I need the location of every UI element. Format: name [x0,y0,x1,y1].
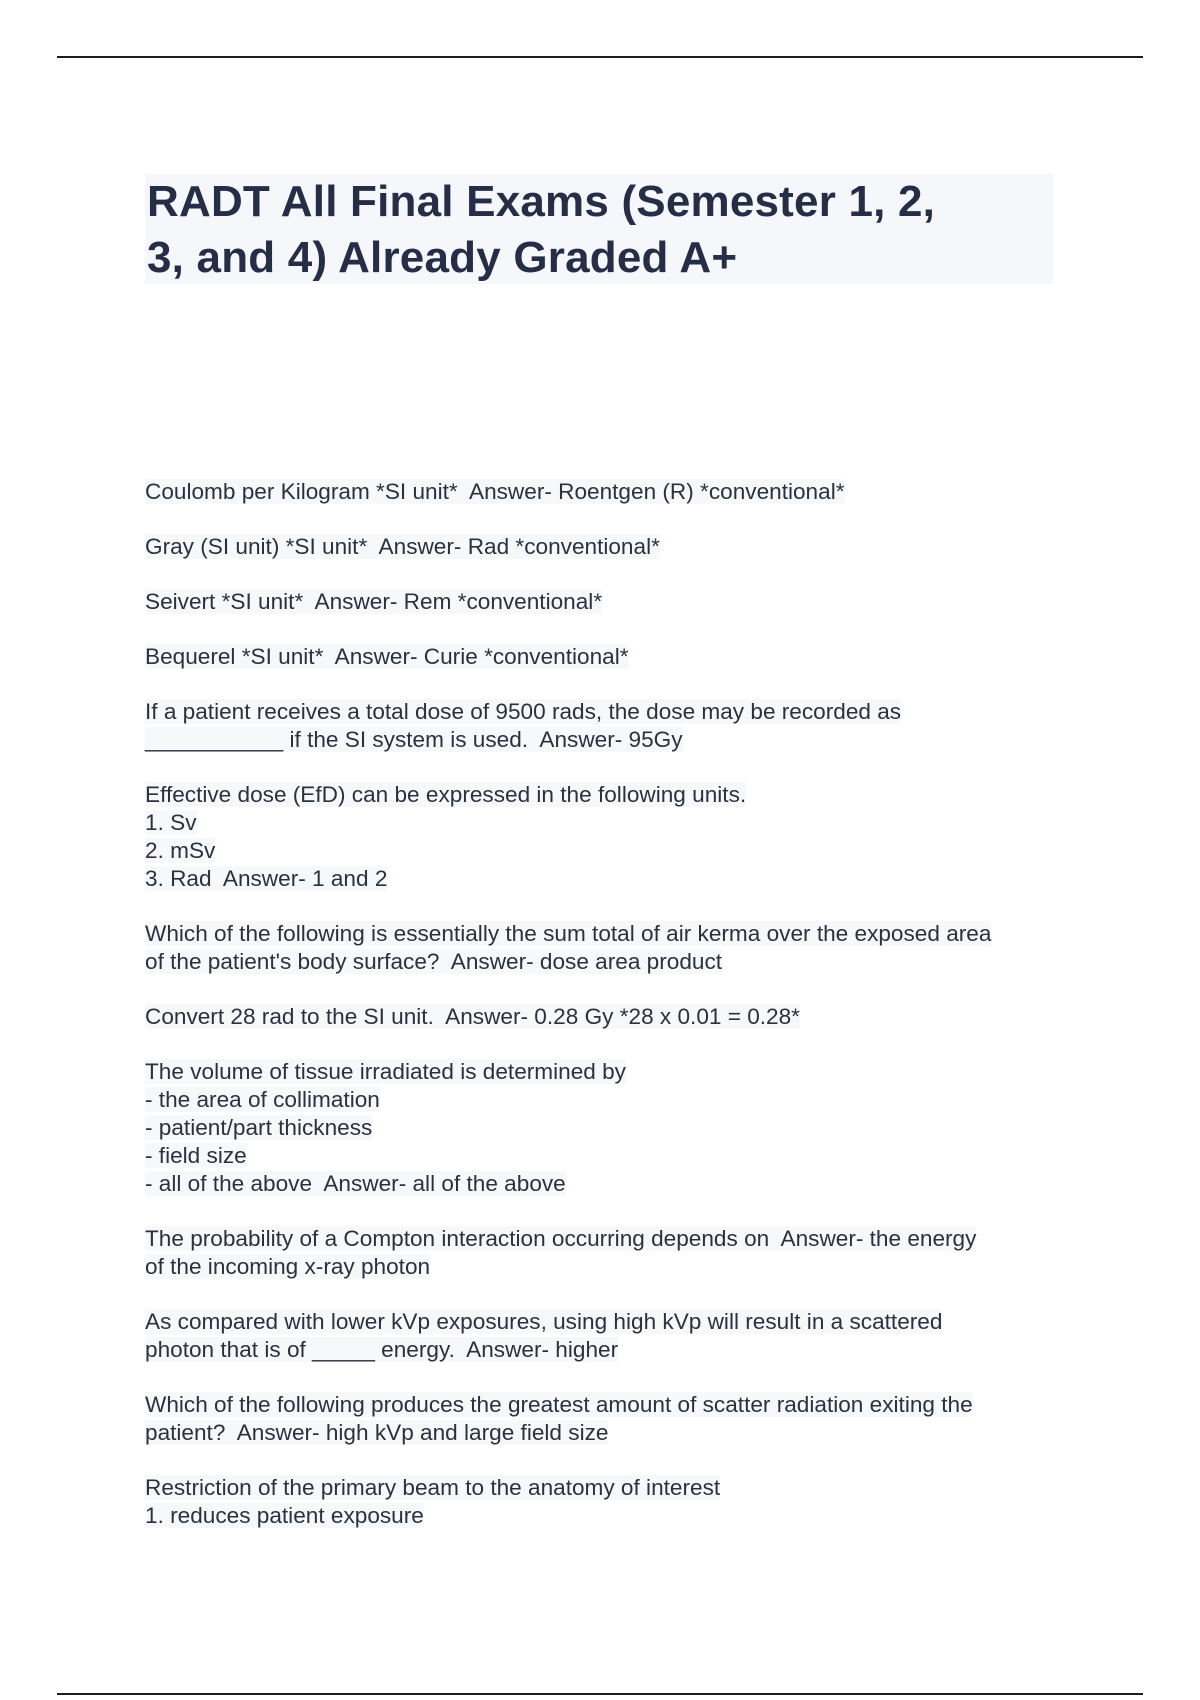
qa-item [145,1058,1065,1198]
qa-line-text: 1. Sv [145,810,197,835]
qa-line [145,1474,1065,1502]
qa-line [145,1170,1065,1198]
qa-item [145,588,1065,616]
qa-item [145,698,1065,754]
qa-line [145,920,1065,948]
qa-line-text: - the area of collimation [145,1087,380,1112]
qa-line-text: - field size [145,1143,247,1168]
qa-line-text: Bequerel *SI unit* Answer- Curie *conventional* [145,644,629,669]
qa-line [145,588,1065,616]
qa-line-text: - patient/part thickness [145,1115,373,1140]
qa-line [145,1142,1065,1170]
qa-line [145,1114,1065,1142]
qa-line-text: Which of the following is essentially the sum total of air kerma over the exposed area [145,921,992,946]
qa-line [145,809,1065,837]
qa-line [145,1086,1065,1114]
qa-line-text: Restriction of the primary beam to the anatomy of interest [145,1475,721,1500]
qa-line [145,726,1065,754]
qa-line-text: As compared with lower kVp exposures, using high kVp will result in a scattered [145,1309,943,1334]
qa-line-text: Which of the following produces the greatest amount of scatter radiation exiting the [145,1392,973,1417]
qa-line [145,948,1065,976]
bottom-rule [57,1693,1143,1695]
qa-line-text: The volume of tissue irradiated is determined by [145,1059,626,1084]
qa-line-text: If a patient receives a total dose of 9500 rads, the dose may be recorded as [145,699,902,724]
qa-item [145,920,1065,976]
qa-line [145,865,1065,893]
qa-line [145,478,1065,506]
qa-item [145,781,1065,893]
qa-line-text: 3. Rad Answer- 1 and 2 [145,866,388,891]
qa-line [145,1058,1065,1086]
qa-line [145,643,1065,671]
qa-line-text: Convert 28 rad to the SI unit. Answer- 0.28 Gy *28 x 0.01 = 0.28* [145,1004,800,1029]
title-line: RADT All Final Exams (Semester 1, 2, [147,177,936,226]
qa-line [145,1225,1065,1253]
qa-item [145,1474,1065,1530]
qa-item [145,1308,1065,1364]
qa-line [145,1336,1065,1364]
qa-line-text: Seivert *SI unit* Answer- Rem *conventional* [145,589,603,614]
qa-line-text: 2. mSv [145,838,216,863]
question-answer-list [145,478,1065,1557]
qa-line-text: patient? Answer- high kVp and large field size [145,1420,609,1445]
qa-line [145,1419,1065,1447]
qa-line-text: Coulomb per Kilogram *SI unit* Answer- Roentgen (R) *conventional* [145,479,845,504]
qa-line [145,1253,1065,1281]
qa-line-text: photon that is of _____ energy. Answer- higher [145,1337,619,1362]
qa-line [145,1003,1065,1031]
qa-line-text: - all of the above Answer- all of the above [145,1171,566,1196]
qa-line-text: ___________ if the SI system is used. Answer- 95Gy [145,727,683,752]
qa-line-text: of the incoming x-ray photon [145,1254,431,1279]
qa-line-text: of the patient's body surface? Answer- dose area product [145,949,723,974]
qa-line [145,533,1065,561]
qa-line [145,837,1065,865]
title-block [145,174,1053,284]
qa-line [145,1308,1065,1336]
qa-item [145,1391,1065,1447]
qa-item [145,1225,1065,1281]
qa-line-text: Gray (SI unit) *SI unit* Answer- Rad *conventional* [145,534,660,559]
qa-line [145,1391,1065,1419]
qa-line [145,698,1065,726]
qa-item [145,643,1065,671]
qa-item [145,533,1065,561]
qa-line-text: 1. reduces patient exposure [145,1503,424,1528]
qa-line-text: Effective dose (EfD) can be expressed in the following units. [145,782,747,807]
qa-item [145,1003,1065,1031]
qa-line [145,781,1065,809]
qa-line [145,1502,1065,1530]
top-rule [57,56,1143,58]
title-line: 3, and 4) Already Graded A+ [147,233,738,282]
qa-item [145,478,1065,506]
document-title [145,174,1053,286]
qa-line-text: The probability of a Compton interaction occurring depends on Answer- the energy [145,1226,977,1251]
